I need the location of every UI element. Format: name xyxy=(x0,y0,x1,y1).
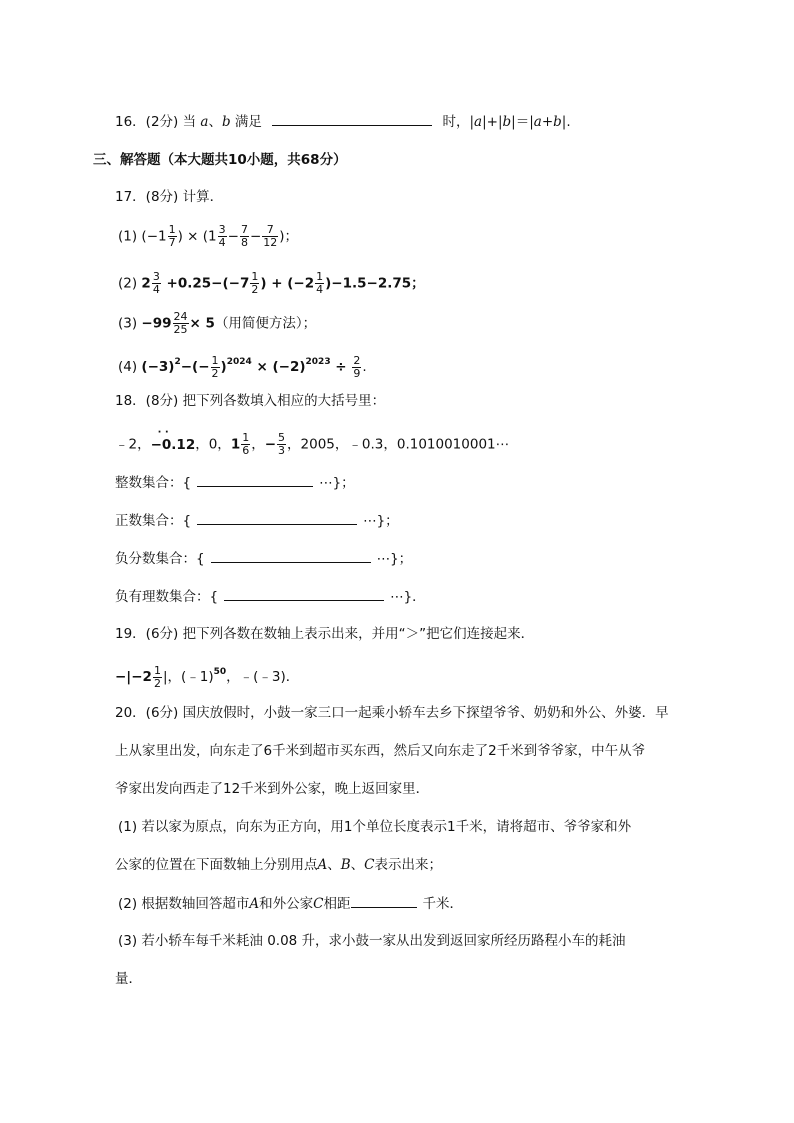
q17-part1: (1) (−1 $\frac{1}{7}$ ) × (1 $\frac{3}{4}$ − $\frac{7}{8}$ − $\frac{7}{12}$ )； xyxy=(118,223,299,249)
q18-set-negative-fractions: 负分数集合：{ ⋯}； xyxy=(115,548,412,569)
q20-part2: (2) 根据数轴回答超市A和外公家C相距 千米． xyxy=(118,893,463,914)
q18-numbers: ﹣2，· · −0.12，0，1 $\frac{1}{6}$ ，− $\frac{5}{3}$ ，2005，﹣0.3，0.1010010001⋯ xyxy=(115,432,509,457)
q17-p2-frac-c: $\frac{1}{4}$ xyxy=(316,270,324,296)
q18-integers-blank[interactable] xyxy=(197,472,313,487)
q17-p1-frac-c: $\frac{7}{8}$ xyxy=(240,223,248,249)
q17-p2-frac-b: $\frac{1}{2}$ xyxy=(251,270,259,296)
q18-frac-f: $\frac{5}{3}$ xyxy=(278,431,286,457)
q18-frac-d: $\frac{1}{6}$ xyxy=(242,431,250,457)
section3-title: 三、解答题（本大题共10小题，共68分） xyxy=(93,152,347,168)
q16-line xyxy=(115,111,571,132)
q20-line3: 爷家出发向西走了12千米到外公家，晚上返回家里． xyxy=(115,781,430,797)
q18-set-integers: 整数集合：{ ⋯}； xyxy=(115,472,355,493)
q16-answer-blank[interactable] xyxy=(272,111,432,126)
q20-line2: 上从家里出发，向东走了6千米到超市买东西，然后又向东走了2千米到爷爷家，中午从爷 xyxy=(115,743,646,759)
q18-negative-fractions-blank[interactable] xyxy=(211,548,371,563)
q20-part3-line2: 量． xyxy=(115,971,142,987)
q20-distance-blank[interactable] xyxy=(351,893,417,908)
q19-numbers: −|−2 $\frac{1}{2}$ |，(﹣1)$^{50}$，﹣(﹣3)． xyxy=(115,663,300,690)
q19-header: 19．(6分) 把下列各数在数轴上表示出来，并用“＞”把它们连接起来． xyxy=(115,626,535,642)
q16-abs-a: |a| xyxy=(469,114,487,130)
q16-abs-ab: |a+b| xyxy=(529,114,567,130)
q16-var-a: a xyxy=(200,114,209,130)
q17-p4-frac-e: $\frac{2}{9}$ xyxy=(353,353,361,380)
q18-repeating-decimal: · · −0.12 xyxy=(151,435,196,455)
q18-positives-blank[interactable] xyxy=(197,510,357,525)
q17-p2-frac-a: $\frac{3}{4}$ xyxy=(152,270,160,296)
q17-part3: (3) −99 $\frac{24}{25}$ × 5（用简便方法）； xyxy=(118,310,317,336)
q17-part2: (2) 2 $\frac{3}{4}$ +0.25−(−7 $\frac{1}{2}$ ) + (−2 $\frac{1}{4}$ )−1.5−2.75； xyxy=(118,270,425,296)
q17-p1-num: (1) xyxy=(118,228,138,245)
q16-var-b: b xyxy=(221,114,231,130)
q17-p1-frac-a: $\frac{1}{7}$ xyxy=(168,223,176,249)
q18-negative-rationals-blank[interactable] xyxy=(224,586,384,601)
q16-mid: 满足 xyxy=(230,114,267,130)
q16-tail: 时， xyxy=(438,114,470,130)
q17-part4: (4) $(-3)^2-(-$ $\frac{1}{2}$ )$^{2024} \times (-2)^{2023}$ ÷ $\frac{2}{9}$ . xyxy=(118,353,367,380)
q16-abs-b: |b| xyxy=(497,114,516,130)
q17-p4-num: (4) xyxy=(118,359,138,375)
q16-eq: ＝ xyxy=(515,114,530,130)
q20-part3-line1: (3) 若小轿车每千米耗油 0.08 升，求小鼓一家从出发到返回家所经历路程小车的耗油 xyxy=(118,933,626,949)
q16-plus: + xyxy=(486,114,498,130)
q17-p1-a: (−1 xyxy=(141,228,167,245)
q18-set-positives: 正数集合：{ ⋯}； xyxy=(115,510,399,531)
q16-end: . xyxy=(566,114,571,130)
q17-p1-b: ) × (1 xyxy=(177,228,217,245)
q17-p3-frac-a: $\frac{24}{25}$ xyxy=(173,310,188,336)
q20-part1-line2: 公家的位置在下面数轴上分别用点A、B、C表示出来； xyxy=(115,857,443,873)
q19-frac-a: $\frac{1}{2}$ xyxy=(153,663,161,690)
q17-p4-frac-b: $\frac{1}{2}$ xyxy=(211,353,219,380)
q20-line1: 20．(6分) 国庆放假时，小鼓一家三口一起乘小轿车去乡下探望爷爷、奶奶和外公、外婆．早 xyxy=(115,705,669,721)
q17-p2-num: (2) xyxy=(118,275,138,292)
q20-part1-line1: (1) 若以家为原点，向东为正方向，用1个单位长度表示1千米，请将超市、爷爷家和外 xyxy=(118,819,632,835)
q18-header: 18．(8分) 把下列各数填入相应的大括号里： xyxy=(115,393,386,409)
q16-sep: 、 xyxy=(208,114,222,130)
q17-p1-frac-b: $\frac{3}{4}$ xyxy=(218,223,226,249)
q18-set-negative-rationals: 负有理数集合：{ ⋯}． xyxy=(115,586,426,607)
q16-lead: 16．(2分) 当 xyxy=(115,114,201,130)
q17-header: 17．(8分) 计算． xyxy=(115,189,224,205)
q17-p1-frac-d: $\frac{7}{12}$ xyxy=(263,223,278,249)
q17-p3-num: (3) xyxy=(118,315,138,332)
